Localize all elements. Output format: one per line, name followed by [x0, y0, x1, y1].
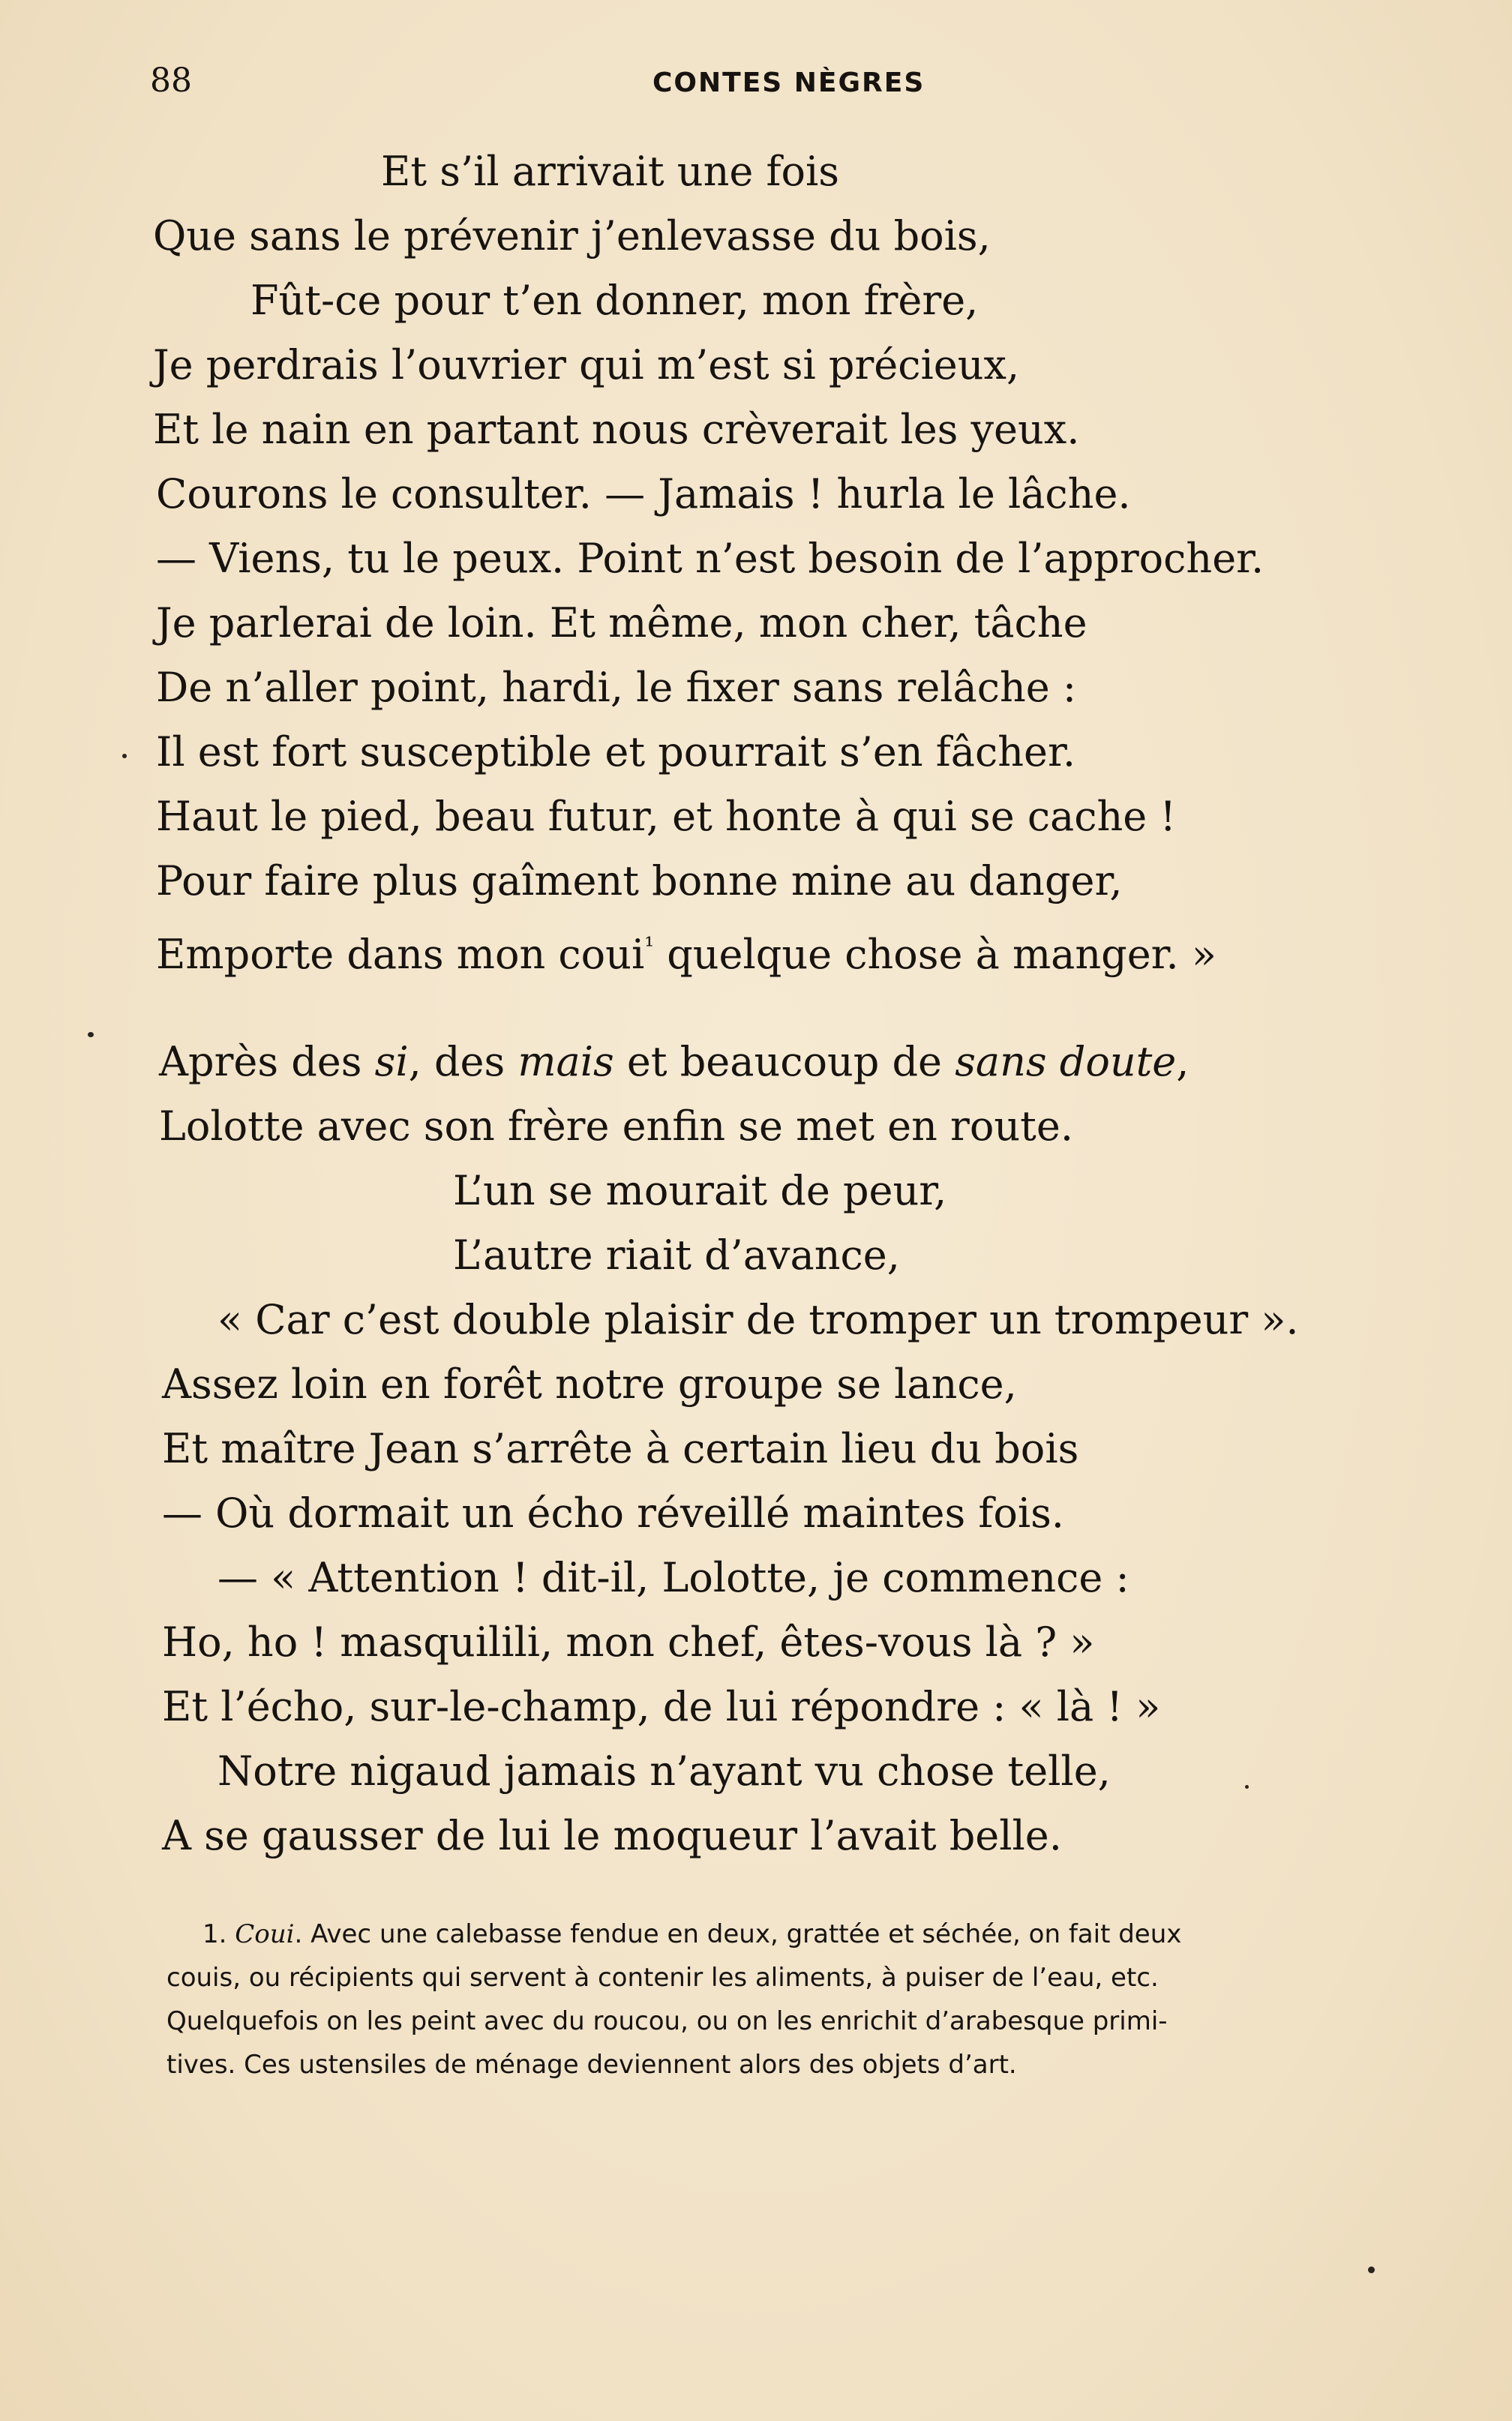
footnote-text: . Avec une calebasse fendue en deux, grattée et séchée, on fait deux — [294, 1919, 1182, 1949]
footnote-number: 1. — [202, 1919, 236, 1949]
italic-word: mais — [518, 1038, 614, 1085]
footnote-term: Coui — [235, 1919, 295, 1949]
footnote-line: couis, ou récipients qui servent à contenir les aliments, à puiser de l’eau, etc. — [166, 1963, 1159, 1993]
paper-speck — [88, 1032, 94, 1037]
verse-line: A se gausser de lui le moqueur l’avait belle. — [162, 1812, 1062, 1859]
verse-line: Assez loin en forêt notre groupe se lance, — [162, 1360, 1017, 1408]
verse-line: L’autre riait d’avance, — [453, 1232, 900, 1279]
footnote-line — [202, 1920, 1181, 1948]
page-number: 88 — [150, 62, 192, 100]
verse-text: , — [1176, 1038, 1190, 1085]
verse-line — [156, 923, 1216, 977]
page-header — [150, 62, 938, 106]
italic-word: sans doute — [955, 1038, 1177, 1085]
verse-line: Lolotte avec son frère enfin se met en route. — [159, 1102, 1073, 1150]
verse-line: Et l’écho, sur-le-champ, de lui répondre : « là ! » — [162, 1683, 1161, 1730]
verse-line: Ho, ho ! masquilili, mon chef, êtes-vous là ? » — [162, 1618, 1095, 1666]
running-head: CONTES NÈGRES — [652, 68, 926, 98]
verse-line: Que sans le prévenir j’enlevasse du bois, — [153, 212, 991, 260]
footnote-line: tives. Ces ustensiles de ménage deviennent alors des objets d’art. — [166, 2050, 1017, 2080]
verse-line: Je perdrais l’ouvrier qui m’est si précieux, — [153, 341, 1020, 388]
verse-line: L’un se mourait de peur, — [453, 1167, 947, 1214]
verse-line: Courons le consulter. — Jamais ! hurla le lâche. — [156, 470, 1131, 518]
paper-speck — [1245, 1785, 1249, 1789]
verse-line: — Où dormait un écho réveillé maintes fois. — [162, 1490, 1064, 1537]
verse-line: Haut le pied, beau futur, et honte à qui se cache ! — [156, 793, 1177, 840]
verse-line: — Viens, tu le peux. Point n’est besoin de l’approcher. — [156, 535, 1264, 582]
verse-text: Après des — [159, 1038, 375, 1085]
verse-line: Et s’il arrivait une fois — [381, 148, 839, 195]
paper-speck — [1368, 2266, 1375, 2273]
verse-text: , des — [408, 1038, 518, 1085]
verse-text: quelque chose à manger. » — [654, 931, 1216, 978]
verse-line: De n’aller point, hardi, le fixer sans relâche : — [156, 664, 1077, 711]
verse-line: Pour faire plus gaîment bonne mine au danger, — [156, 857, 1123, 904]
footnote-line: Quelquefois on les peint avec du roucou, ou on les enrichit d’arabesque primi- — [166, 2006, 1168, 2036]
verse-line: Fût-ce pour t’en donner, mon frère, — [250, 277, 979, 324]
verse-line: « Car c’est double plaisir de tromper un trompeur ». — [218, 1296, 1299, 1343]
verse-text: et beaucoup de — [614, 1038, 956, 1085]
footnote-marker: ¹ — [644, 932, 655, 960]
verse-line: Notre nigaud jamais n’ayant vu chose telle, — [218, 1748, 1111, 1795]
verse-line: Il est fort susceptible et pourrait s’en fâcher. — [156, 728, 1076, 776]
verse-line: Je parlerai de loin. Et même, mon cher, tâche — [156, 599, 1088, 646]
verse-line: Et le nain en partant nous crèverait les yeux. — [153, 406, 1080, 453]
verse-text: Emporte dans mon coui — [156, 931, 645, 978]
italic-word: si — [374, 1038, 409, 1085]
verse-line: — « Attention ! dit-il, Lolotte, je commence : — [218, 1554, 1130, 1601]
paper-speck — [122, 754, 127, 758]
verse-line — [159, 1040, 1189, 1084]
verse-line: Et maître Jean s’arrête à certain lieu du bois — [162, 1425, 1079, 1472]
